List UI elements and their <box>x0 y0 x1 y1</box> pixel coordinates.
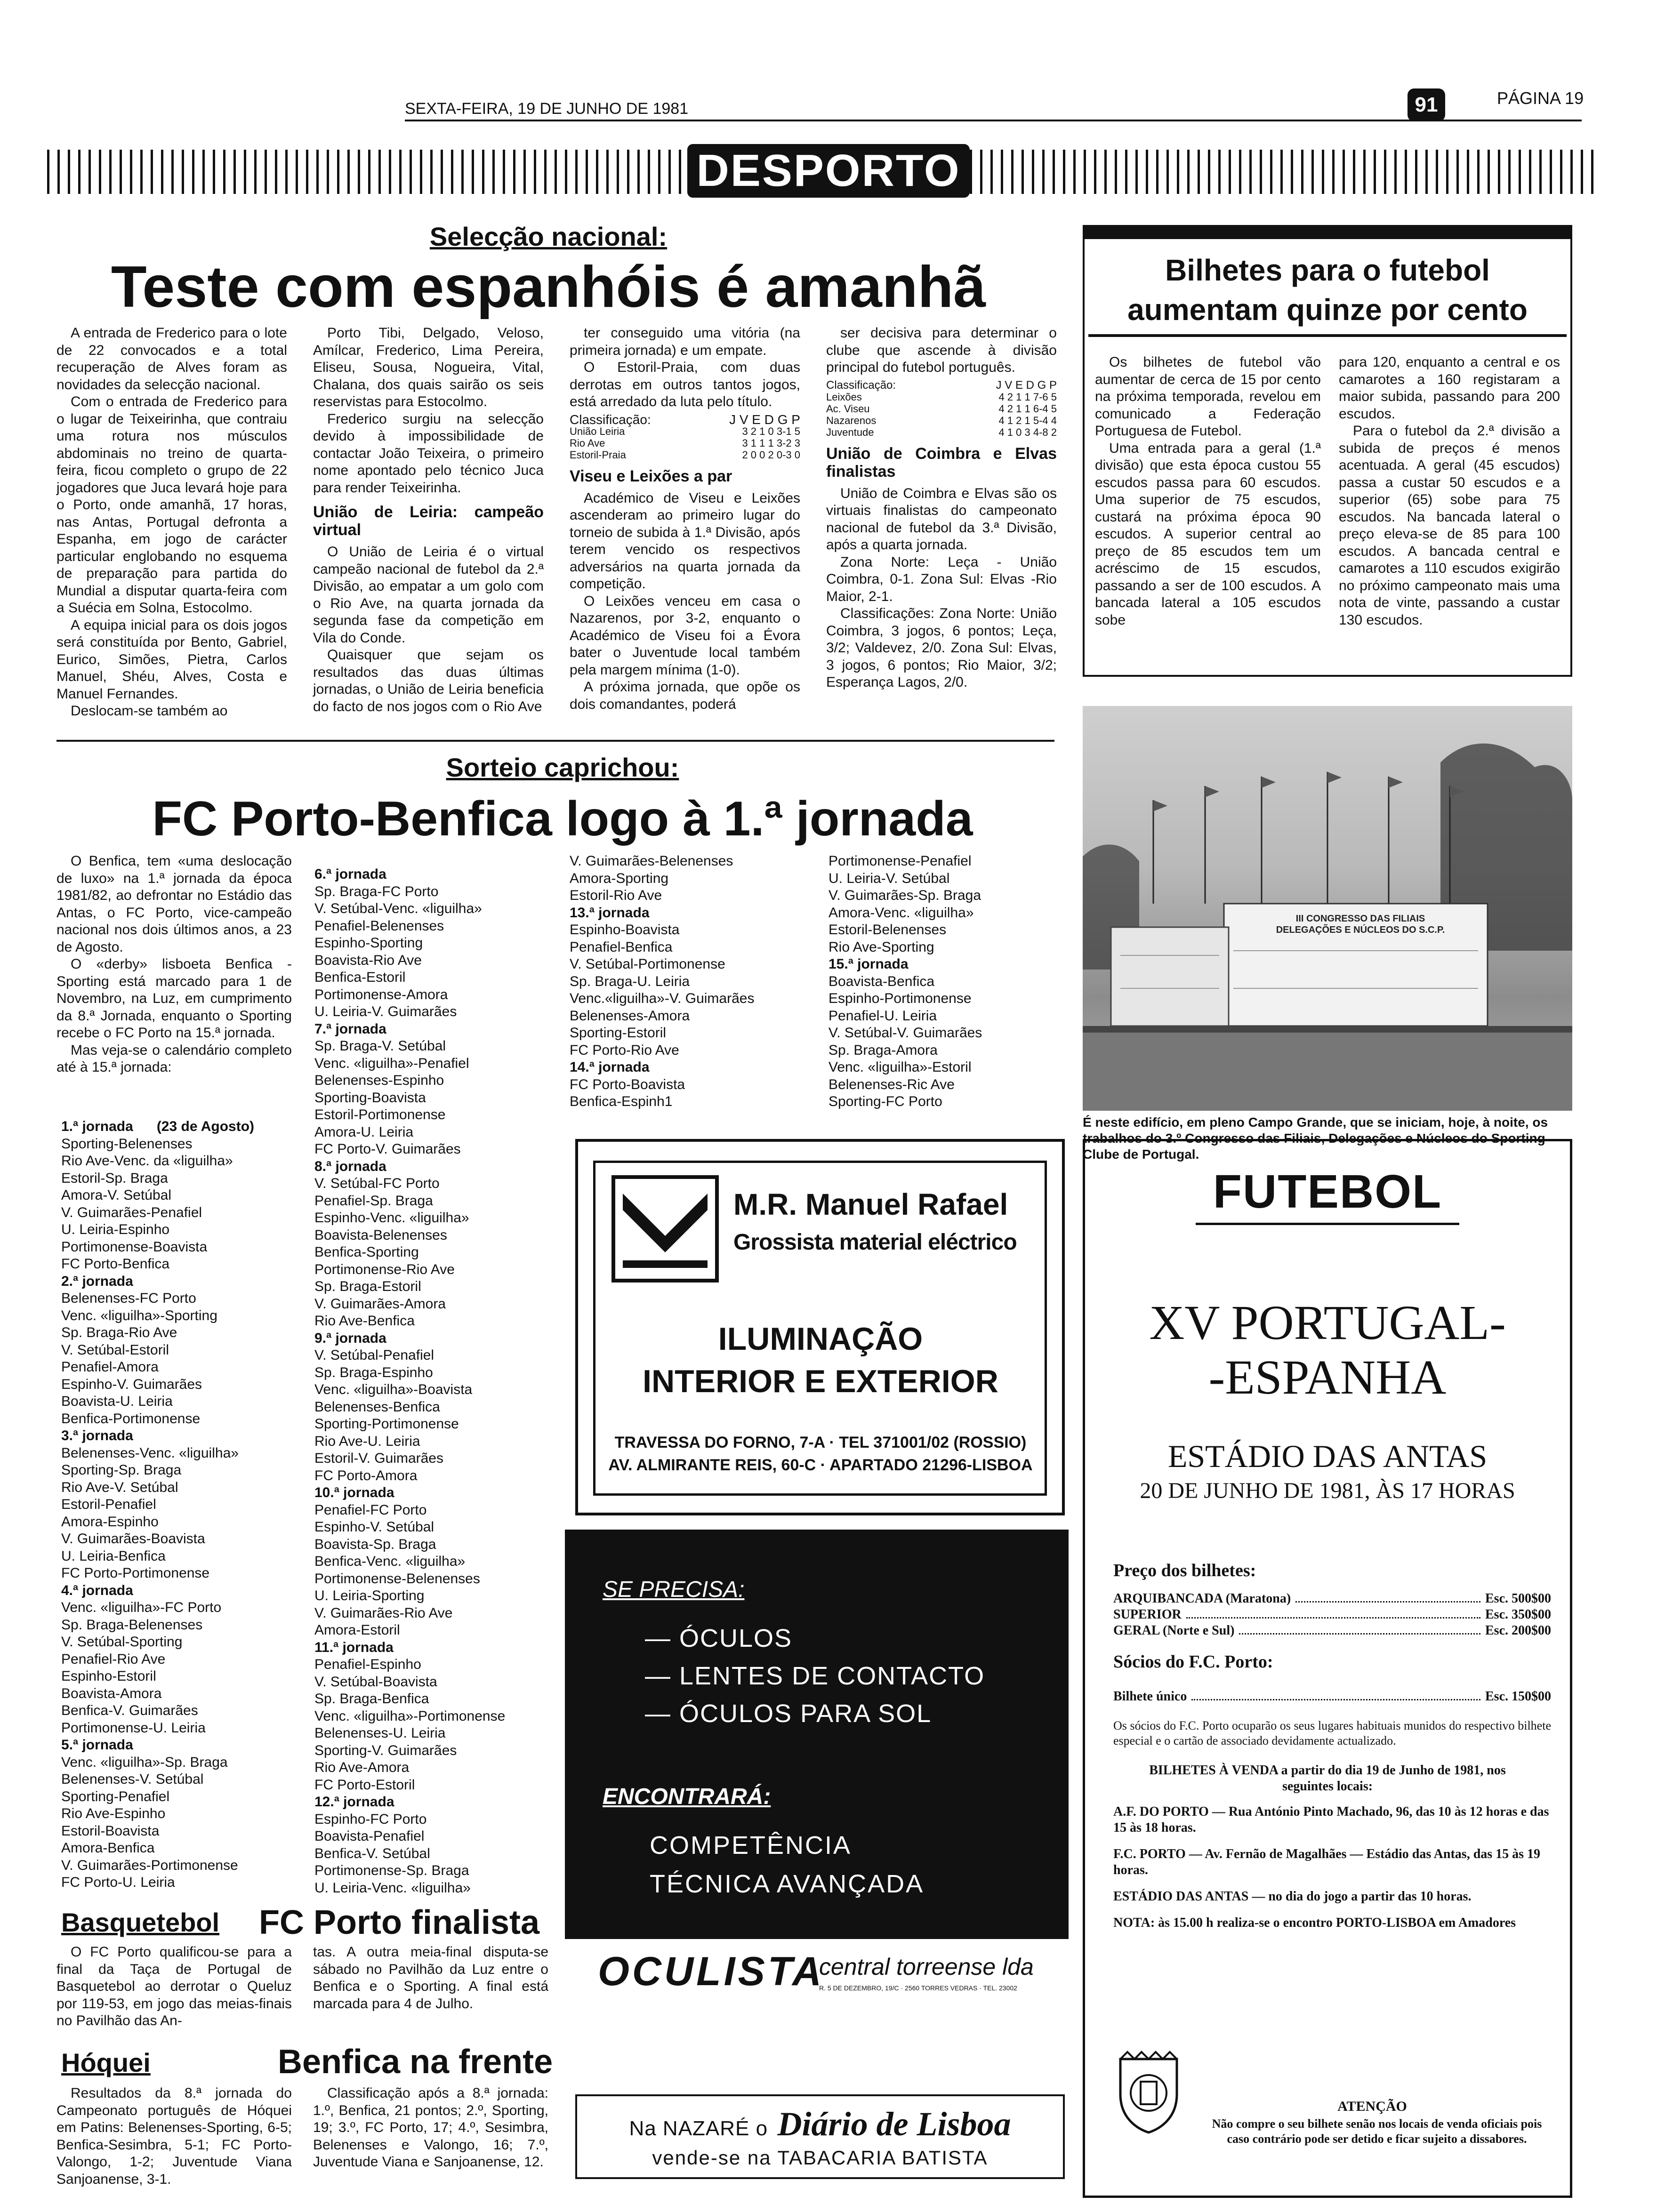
page-date: SEXTA-FEIRA, 19 DE JUNHO DE 1981 <box>405 100 689 118</box>
subheading: União de Coimbra e Elvas finalistas <box>826 444 1057 481</box>
fixture: Venc. «liguilha»-Penafiel <box>314 1055 469 1071</box>
table-row <box>570 449 800 461</box>
bilhetes-col-1 <box>1095 354 1321 629</box>
fixture: Rio Ave-Amora <box>314 1760 410 1775</box>
price-value: Esc. 350$00 <box>1485 1607 1551 1622</box>
coat-of-arms-icon <box>1113 2050 1184 2134</box>
basquete-col-1 <box>56 1944 292 2030</box>
fixture: Belenenses-Venc. «liguilha» <box>61 1445 239 1461</box>
paragraph: O União de Leiria é o virtual campeão nacional de futebol da 2.ª Divisão, ao empatar a um golo com o Rio Ave, na quarta jornada da segunda fase da competição em Vila do Conde. <box>313 544 544 646</box>
fixture: Estoril-Boavista <box>61 1823 160 1839</box>
fixture: U. Leiria-Sporting <box>314 1588 425 1603</box>
photo-banner <box>1243 913 1478 936</box>
fixture: Portimonense-Belenenses <box>314 1571 480 1587</box>
diario-prefix: Na NAZARÉ o <box>629 2117 768 2140</box>
oculista-item: — LENTES DE CONTACTO <box>645 1662 985 1690</box>
fixture: Penafiel-Espinho <box>314 1657 421 1672</box>
paragraph: União de Coimbra e Elvas são os virtuais finalistas do campeonato nacional de futebol da 3.ª Divisão, após a quarta jornada. <box>826 485 1057 553</box>
oculista-brand-addr: R. 5 DE DEZEMBRO, 19/C · 2560 TORRES VEDRAS · TEL. 23002 <box>819 1984 1017 1992</box>
fixture: Sp. Braga-V. Setúbal <box>314 1038 446 1054</box>
venda-item: F.C. PORTO — Av. Fernão de Magalhães — Estádio das Antas, das 15 às 19 horas. <box>1113 1847 1541 1877</box>
fixture: V. Guimarães-Sp. Braga <box>828 888 981 903</box>
section-title: DESPORTO <box>687 144 970 198</box>
table-row <box>826 403 1057 415</box>
fixture: Portimonense-Boavista <box>61 1239 208 1255</box>
fixture: Sp. Braga-Amora <box>828 1042 938 1058</box>
price-value: Esc. 500$00 <box>1485 1591 1551 1606</box>
divider <box>56 740 1054 742</box>
ad-line-1: ILUMINAÇÃO <box>718 1321 923 1357</box>
fixture: Benfica-V. Setúbal <box>314 1845 430 1861</box>
bilhetes-box <box>1083 225 1572 677</box>
round-title: 14.ª jornada <box>570 1059 650 1075</box>
atencao-title: ATENÇÃO <box>1337 2099 1407 2114</box>
paragraph: Uma entrada para a geral (1.ª divisão) que esta época custou 55 escudos passa para 60 escudos. Uma superior de 75 escudos, custará na próxima época 90 escudos. A superior central ao preço de 85 escudos tem um acréscimo de 15 escudos, passando a ser de 100 escudos. A bancada lateral a 105 escudos sobe <box>1095 440 1321 628</box>
fixture: V. Guimarães-Rio Ave <box>314 1605 453 1621</box>
calendar-col-2 <box>314 866 559 1897</box>
price-value: Esc. 200$00 <box>1485 1623 1551 1638</box>
fixture: Estoril-Penafiel <box>61 1497 156 1512</box>
paragraph: Resultados da 8.ª jornada do Campeonato português de Hóquei em Patins: Belenenses-Sporting, 6-5; Benfica-Sesimbra, 5-1; FC Porto-Valongo, 1-2; Juventude Viana Sanjoanense, 3-1. <box>56 2085 292 2187</box>
ad-address-1: TRAVESSA DO FORNO, 7-A · TEL 371001/02 (ROSSIO) <box>614 1434 1027 1451</box>
fixture: Sporting-Penafiel <box>61 1788 170 1804</box>
paragraph: Os bilhetes de futebol vão aumentar de cerca de 15 por cento na próxima temporada, revelou em comunicado a Federação Portuguesa de Futebol. <box>1095 354 1321 439</box>
fixture: Venc. «liguilha»-FC Porto <box>61 1600 222 1615</box>
paragraph: tas. A outra meia-final disputa-se sábado no Pavilhão da Luz entre o Benfica e o Sporting. A final está marcada para 4 de Julho. <box>313 1944 548 2012</box>
fixture: Belenenses-V. Setúbal <box>61 1771 204 1787</box>
paragraph: Para o futebol da 2.ª divisão a subida de preços é menos acentuada. A geral (45 escudos) passa a custar 50 escudos e a superior (65) sobe para 75 escudos. Na bancada lateral o preço eleva-se de 85 para 100 escudos. A bancada central e camarotes a 110 escudos exigirão no próximo campeonato mais uma nota de vinte, passando a custar 130 escudos. <box>1339 423 1560 628</box>
paragraph: O Leixões venceu em casa o Nazarenos, por 3-2, enquanto o Académico de Viseu foi a Évora bater o Juventude local também pela margem mínima (1-0). <box>570 593 800 678</box>
diario-line-2: vende-se na TABACARIA BATISTA <box>652 2147 988 2169</box>
fixture: Benfica-Espinh1 <box>570 1094 673 1109</box>
fixture: Amora-Venc. «liguilha» <box>828 905 974 921</box>
futebol-venue: ESTÁDIO DAS ANTAS <box>1167 1438 1488 1474</box>
table-header: J V E D G P <box>996 378 1057 392</box>
ad-address-2: AV. ALMIRANTE REIS, 60-C · APARTADO 21296-LISBOA <box>608 1456 1033 1474</box>
congress-photo <box>1083 706 1572 1111</box>
sorteio-kicker: Sorteio caprichou: <box>446 753 679 782</box>
paragraph: Classificação após a 8.ª jornada: 1.º, Benfica, 21 pontos; 2.º, Sporting, 19; 3.º, FC Porto, 17; 4.º, Sesimbra, Belenenses e Valongo, 16; 7.º, Juventude Viana e Sanjoanense, 12. <box>313 2085 548 2170</box>
paragraph: O Benfica, tem «uma deslocação de luxo» na 1.ª jornada da época 1981/82, ao defrontar no Estádio das Antas, o FC Porto, vice-campeão nacional nos dois últimos anos, a 23 de Agosto. <box>56 853 292 955</box>
fixture: Rio Ave-U. Leiria <box>314 1433 420 1449</box>
team-stats: 3 1 1 1 3-2 3 <box>742 437 800 449</box>
fixture: V. Setúbal-V. Guimarães <box>828 1025 982 1041</box>
fixture: FC Porto-Portimonense <box>61 1565 210 1581</box>
oculista-item: — ÓCULOS <box>645 1624 793 1652</box>
fixture: V. Setúbal-Boavista <box>314 1674 437 1690</box>
fixture: Amora-U. Leiria <box>314 1124 414 1140</box>
ad-tagline: Grossista material eléctrico <box>733 1230 1017 1255</box>
fixture: Rio Ave-Venc. da «liguilha» <box>61 1153 233 1169</box>
fixture: FC Porto-V. Guimarães <box>314 1141 461 1157</box>
fixture: Boavista-Sp. Braga <box>314 1536 436 1552</box>
sorteio-intro <box>56 853 292 1076</box>
fixture: Venc.«liguilha»-V. Guimarães <box>570 991 755 1006</box>
fixture: Espinho-Boavista <box>570 922 680 938</box>
oculista-line-2: TÉCNICA AVANÇADA <box>650 1870 925 1898</box>
price-label: GERAL (Norte e Sul) <box>1113 1623 1235 1638</box>
team-name: União Leiria <box>570 425 625 437</box>
fixture: Sp. Braga-Estoril <box>314 1279 421 1294</box>
round-title: 7.ª jornada <box>314 1021 386 1037</box>
futebol-match-2: -ESPANHA <box>1208 1350 1447 1404</box>
oculista-item: — ÓCULOS PARA SOL <box>645 1699 932 1728</box>
paragraph: Quaisquer que sejam os resultados das duas últimas jornadas, o União de Leiria beneficia do facto de nos jogos com o Rio Ave <box>313 647 544 714</box>
fixture: Amora-Sporting <box>570 870 669 886</box>
socios-value: Esc. 150$00 <box>1485 1689 1551 1704</box>
fixture: Benfica-Sporting <box>314 1244 419 1260</box>
atencao-text: Não compre o seu bilhete senão nos locais de venda oficiais pois caso contrário pode ser detido e ficar sujeito a dissabores. <box>1212 2117 1542 2146</box>
fixture: Amora-Espinho <box>61 1514 159 1530</box>
fixture: Penafiel-Benfica <box>570 939 673 955</box>
round-date: (23 de Agosto) <box>156 1119 255 1134</box>
fixture: Estoril-Portimonense <box>314 1107 446 1122</box>
round-heading <box>61 1118 297 1136</box>
round-title: 4.ª jornada <box>61 1582 133 1598</box>
fixture: Estoril-Rio Ave <box>570 888 662 903</box>
hoquei-headline: Benfica na frente <box>278 2043 553 2081</box>
fixture: Sp. Braga-Benfica <box>314 1691 429 1707</box>
fixture: Boavista-U. Leiria <box>61 1394 173 1409</box>
socios-label: Bilhete único <box>1113 1689 1187 1704</box>
bilhetes-headline: Bilhetes para o futebol aumentam quinze por cento <box>1127 253 1528 327</box>
fixture: Rio Ave-Sporting <box>828 939 934 955</box>
basquete-col-2 <box>313 1944 548 2012</box>
team-stats: 3 2 1 0 3-1 5 <box>742 425 800 437</box>
fixture: FC Porto-Amora <box>314 1467 418 1483</box>
calendar-col-3 <box>570 853 814 1111</box>
paragraph: A entrada de Frederico para o lote de 22 convocados e a total recuperação de Alves foram as novidades da selecção nacional. <box>56 325 287 393</box>
hoquei-col-1 <box>56 2085 292 2188</box>
price-leader <box>1295 1591 1480 1603</box>
fixture: Portimonense-U. Leiria <box>61 1720 206 1736</box>
team-name: Ac. Viseu <box>826 402 870 415</box>
fixture: V. Setúbal-Portimonense <box>570 956 725 972</box>
fixture: Sporting-FC Porto <box>828 1094 942 1109</box>
fixture: Belenenses-Espinho <box>314 1073 444 1088</box>
subheading: União de Leiria: campeão virtual <box>313 503 544 539</box>
paragraph: Zona Norte: Leça - União Coimbra, 0-1. Zona Sul: Elvas -Rio Maior, 2-1. <box>826 554 1057 604</box>
fixture: V. Guimarães-Penafiel <box>61 1204 202 1220</box>
team-stats: 4 1 2 1 5-4 4 <box>998 414 1057 426</box>
futebol-title: FUTEBOL <box>1213 1165 1442 1218</box>
paragraph: ser decisiva para determinar o clube que ascende à divisão principal do futebol português. <box>826 325 1057 375</box>
round-title: 2.ª jornada <box>61 1273 133 1289</box>
oculista-line-1: COMPETÊNCIA <box>650 1831 852 1859</box>
price-row <box>1113 1623 1551 1638</box>
photo-illustration <box>1083 706 1572 1111</box>
fixture: Penafiel-U. Leiria <box>828 1008 937 1024</box>
oculista-brand-sub: central torreense lda <box>819 1954 1034 1980</box>
standings-table <box>570 414 800 461</box>
box-rule <box>1088 334 1567 337</box>
fixture: Estoril-V. Guimarães <box>314 1451 443 1466</box>
table-title: Classificação: <box>570 412 651 427</box>
fixture: Belenenses-U. Leiria <box>314 1725 446 1741</box>
oculista-heading-1: SE PRECISA: <box>603 1577 745 1602</box>
fixture: U. Leiria-Espinho <box>61 1222 170 1237</box>
fixture: Venc. «liguilha»-Estoril <box>828 1059 972 1075</box>
fixture: FC Porto-U. Leiria <box>61 1875 175 1890</box>
standings-table <box>826 379 1057 438</box>
paragraph: O FC Porto qualificou-se para a final da Taça de Portugal de Basquetebol ao derrotar o Queluz por 119-53, em jogo das meias-finais no Pavilhão das An- <box>56 1944 292 2028</box>
table-row <box>826 426 1057 438</box>
ad-futebol <box>1083 1139 1572 2198</box>
ad-oculista <box>565 1530 1069 1939</box>
fixture: Espinho-V. Guimarães <box>61 1376 202 1392</box>
fixture: Benfica-Estoril <box>314 970 406 985</box>
fixture: Rio Ave-V. Setúbal <box>61 1479 178 1495</box>
fixture: Venc. «liguilha»-Portimonense <box>314 1708 506 1724</box>
team-stats: 2 0 0 2 0-3 0 <box>742 449 800 461</box>
price-leader <box>1186 1607 1480 1619</box>
venda-item: A.F. DO PORTO — Rua António Pinto Machado, 96, das 10 às 12 horas e das 15 às 18 horas. <box>1113 1804 1549 1835</box>
fixture: Sporting-V. Guimarães <box>314 1742 457 1758</box>
price-row <box>1113 1607 1551 1622</box>
fixture: Belenenses-Benfica <box>314 1399 440 1415</box>
fixture: U. Leiria-V. Setúbal <box>828 870 950 886</box>
futebol-datetime: 20 DE JUNHO DE 1981, ÀS 17 HORAS <box>1140 1478 1515 1503</box>
round-title: 6.ª jornada <box>314 866 386 882</box>
ad-company: M.R. Manuel Rafael <box>733 1187 1008 1221</box>
price-label: SUPERIOR <box>1113 1607 1182 1622</box>
team-name: Estoril-Praia <box>570 449 626 461</box>
basquete-headline: FC Porto finalista <box>259 1904 540 1941</box>
page-number-badge: 91 <box>1408 88 1445 121</box>
fixture: Boavista-Amora <box>61 1685 162 1701</box>
fixture: Sporting-Boavista <box>314 1090 426 1106</box>
fixture: Sporting-Sp. Braga <box>61 1462 182 1478</box>
paragraph: Frederico surgiu na selecção devido à impossibilidade de contactar João Teixeira, o primeiro nome apontado pelo técnico Juca para render Teixeirinha. <box>313 411 544 496</box>
paragraph: A próxima jornada, que opõe os dois comandantes, poderá <box>570 679 800 712</box>
fixture: Sp. Braga-Espinho <box>314 1364 433 1380</box>
sorteio-headline: FC Porto-Benfica logo à 1.ª jornada <box>152 792 973 846</box>
article-headline: Teste com espanhóis é amanhã <box>111 255 986 320</box>
fixture: Sporting-Estoril <box>570 1025 667 1041</box>
paragraph: Académico de Viseu e Leixões ascenderam ao primeiro lugar do torneio de subida à 1.ª Divisão, após terem vencido os respectivos adversários na quarta jornada da competição. <box>570 490 800 592</box>
table-row <box>826 415 1057 426</box>
fixture: Venc. «liguilha»-Sp. Braga <box>61 1754 228 1770</box>
team-name: Rio Ave <box>570 437 605 449</box>
fixture: Espinho-Portimonense <box>828 991 972 1006</box>
futebol-match-1: XV PORTUGAL- <box>1149 1296 1506 1350</box>
fixture: Estoril-Belenenses <box>828 922 947 938</box>
fixture: Belenenses-Ric Ave <box>828 1076 955 1092</box>
fixture: V. Guimarães-Portimonense <box>61 1857 238 1873</box>
fixture: Rio Ave-Benfica <box>314 1313 415 1329</box>
fixture: V. Setúbal-FC Porto <box>314 1176 440 1191</box>
fixture: V. Setúbal-Penafiel <box>314 1347 434 1363</box>
bilhetes-col-2 <box>1339 354 1560 629</box>
fixture: Portimonense-Sp. Braga <box>314 1863 469 1878</box>
section-banner-left <box>47 150 687 194</box>
round-title: 1.ª jornada <box>61 1119 133 1134</box>
calendar-col-4 <box>828 853 1073 1111</box>
fixture: V. Setúbal-Venc. «liguilha» <box>314 901 482 916</box>
fixture: FC Porto-Benfica <box>61 1256 170 1272</box>
fixture: Boavista-Penafiel <box>314 1828 425 1844</box>
team-name: Leixões <box>826 391 862 403</box>
fixture: U. Leiria-V. Guimarães <box>314 1004 457 1019</box>
ad-diario <box>575 2094 1065 2179</box>
fixture: Espinho-FC Porto <box>314 1811 427 1827</box>
team-name: Nazarenos <box>826 414 877 426</box>
fixture: Portimonense-Penafiel <box>828 853 972 869</box>
table-title: Classificação: <box>826 378 896 392</box>
table-header: J V E D G P <box>729 412 800 427</box>
paragraph: Deslocam-se também ao <box>71 703 228 719</box>
paragraph: Porto Tibi, Delgado, Veloso, Amílcar, Frederico, Lima Pereira, Eliseu, Sousa, Nogueira, Vital, Chalana, dos quais sairão os seis reservistas para Estocolmo. <box>313 325 544 409</box>
round-title: 11.ª jornada <box>314 1639 394 1655</box>
oculista-brand-bar <box>565 1939 1069 2000</box>
round-title: 12.ª jornada <box>314 1794 394 1810</box>
diario-title: Diário de Lisboa <box>777 2105 1011 2143</box>
fixture: Portimonense-Rio Ave <box>314 1261 455 1277</box>
fixture: Sporting-Belenenses <box>61 1136 193 1152</box>
oculista-brand: OCULISTA <box>598 1949 825 1994</box>
ad-line-2: INTERIOR E EXTERIOR <box>643 1363 998 1399</box>
fixture: Sp. Braga-FC Porto <box>314 883 439 899</box>
paragraph: Classificações: Zona Norte: União Coimbra, 3 jogos, 6 pontos; Leça, 3/2; Valdevez, 2/0. Zona Sul: Elvas, 3 jogos, 6 pontos; Rio Maior, 3/2; Esperança Lagos, 2/0. <box>826 606 1057 690</box>
article-col-4 <box>826 325 1057 691</box>
fixture: Amora-V. Setúbal <box>61 1187 172 1203</box>
fixture: Venc. «liguilha»-Sporting <box>61 1307 217 1323</box>
fixture: Estoril-Sp. Braga <box>61 1170 168 1186</box>
fixture: Benfica-Portimonense <box>61 1411 201 1427</box>
fixture: Espinho-Venc. «liguilha» <box>314 1210 469 1226</box>
round-title: 13.ª jornada <box>570 905 650 921</box>
fixture: Belenenses-Amora <box>570 1008 690 1024</box>
team-stats: 4 1 0 3 4-8 2 <box>998 426 1057 438</box>
fixture: Boavista-Belenenses <box>314 1227 447 1243</box>
venda-item: NOTA: às 15.00 h realiza-se o encontro PORTO-LISBOA em Amadores <box>1113 1915 1516 1930</box>
subheading: Viseu e Leixões a par <box>570 467 732 485</box>
paragraph: Mas veja-se o calendário completo até à 15.ª jornada: <box>56 1042 292 1075</box>
hoquei-col-2 <box>313 2085 548 2171</box>
team-name: Juventude <box>826 426 874 438</box>
price-label: ARQUIBANCADA (Maratona) <box>1113 1591 1291 1606</box>
socios-title: Sócios do F.C. Porto: <box>1113 1652 1273 1672</box>
box-top-bar <box>1085 227 1570 239</box>
fixture: Espinho-Estoril <box>61 1668 156 1684</box>
section-banner-right <box>970 150 1601 194</box>
diario-line-1 <box>577 2105 1063 2144</box>
price-row <box>1113 1591 1551 1606</box>
table-row <box>570 425 800 437</box>
round-title: 9.ª jornada <box>314 1330 386 1346</box>
photo-caption: É neste edifício, em pleno Campo Grande, que se iniciam, hoje, à noite, os trabalhos do 3.º Congresso das Filiais, Delegações e Núcleos do Sporting Clube de Portugal. <box>1083 1115 1548 1162</box>
fixture: Boavista-Benfica <box>828 973 935 989</box>
fixture: Penafiel-FC Porto <box>314 1502 427 1518</box>
fixture: FC Porto-Estoril <box>314 1777 415 1793</box>
futebol-title-rule <box>1196 1223 1459 1225</box>
fixture: Espinho-V. Setúbal <box>314 1519 434 1535</box>
paragraph: O Estoril-Praia, com duas derrotas em outros tantos jogos, está arredado da luta pelo título. <box>570 360 800 409</box>
fixture: Penafiel-Amora <box>61 1359 159 1375</box>
fixture: V. Guimarães-Belenenses <box>570 853 733 869</box>
page-number: PÁGINA 19 <box>1497 88 1584 108</box>
fixture: Sp. Braga-Rio Ave <box>61 1325 177 1340</box>
fixture: V. Setúbal-Sporting <box>61 1634 183 1650</box>
fixture: Amora-Benfica <box>61 1840 155 1856</box>
article-col-2 <box>313 325 544 715</box>
team-stats: 4 2 1 1 6-4 5 <box>998 402 1057 415</box>
fixture: V. Setúbal-Estoril <box>61 1342 169 1358</box>
paragraph: O «derby» lisboeta Benfica -Sporting está marcado para 1 de Novembro, na Luz, em cumprimento da 8.ª Jornada, enquanto o Sporting recebe o FC Porto na 15.ª jornada. <box>56 956 292 1041</box>
round-title: 3.ª jornada <box>61 1428 133 1443</box>
mr-logo-icon <box>611 1175 719 1283</box>
paragraph: Com o entrada de Frederico para o lugar de Teixeirinha, que contraiu uma rotura nos músculos abdominais no treino de quarta-feira, ficou completo o grupo de 22 jogadores que Juca levará hoje para o Porto, onde amanhã, 17 horas, nas Antas, Portugal defronta a Espanha, em jogo de carácter particular englobando no esquema de preparação para partida do Mundial a disputar quarta-feira com a Suécia em Solna, Estocolmo. <box>56 394 287 616</box>
round-title: 8.ª jornada <box>314 1158 386 1174</box>
paragraph: A equipa inicial para os dois jogos será constituída por Bento, Gabriel, Eurico, Simões, Pietra, Carlos Manuel, Shéu, Alves, Costa e Manuel Fernandes. <box>56 617 287 702</box>
paragraph: ter conseguido uma vitória (na primeira jornada) e um empate. <box>570 325 800 358</box>
fixture: Venc. «liguilha»-Boavista <box>314 1382 473 1397</box>
round-title: 5.ª jornada <box>61 1737 133 1753</box>
article-kicker: Selecção nacional: <box>429 222 668 251</box>
banner-line: DELEGAÇÕES E NÚCLEOS DO S.C.P. <box>1276 925 1445 935</box>
socios-row <box>1113 1689 1551 1704</box>
fixture: Amora-Estoril <box>314 1622 400 1638</box>
socios-note: Os sócios do F.C. Porto ocuparão os seus lugares habituais munidos do respectivo bilhete especial e o cartão de associado devidamente actualizado. <box>1113 1719 1551 1747</box>
banner-line: III CONGRESSO DAS FILIAIS <box>1295 914 1425 924</box>
fixture: Penafiel-Belenenses <box>314 918 444 934</box>
article-col-1 <box>56 325 287 720</box>
prices-title: Preço dos bilhetes: <box>1113 1561 1256 1580</box>
masthead-rule <box>405 120 1582 121</box>
table-row <box>570 437 800 449</box>
team-stats: 4 2 1 1 7-6 5 <box>998 391 1057 403</box>
venda-title: BILHETES À VENDA a partir do dia 19 de Junho de 1981, nos seguintes locais: <box>1149 1763 1506 1794</box>
article-col-3 <box>570 325 800 713</box>
fixture: Belenenses-FC Porto <box>61 1290 196 1306</box>
fixture: Espinho-Sporting <box>314 935 423 951</box>
fixture: Benfica-Venc. «liguilha» <box>314 1554 466 1569</box>
hoquei-label: Hóquei <box>61 2048 151 2077</box>
round-title: 10.ª jornada <box>314 1485 394 1500</box>
fixture: Sp. Braga-U. Leiria <box>570 973 690 989</box>
fixture: FC Porto-Boavista <box>570 1076 685 1092</box>
round-title: 15.ª jornada <box>828 956 909 972</box>
fixture: Portimonense-Amora <box>314 986 448 1002</box>
price-leader <box>1239 1623 1480 1635</box>
basquete-label: Basquetebol <box>61 1907 220 1937</box>
venda-item: ESTÁDIO DAS ANTAS — no dia do jogo a partir das 10 horas. <box>1113 1889 1472 1904</box>
fixture: V. Guimarães-Amora <box>314 1296 446 1312</box>
calendar-col-1 <box>61 1118 297 1891</box>
fixture: Sporting-Portimonense <box>314 1416 459 1432</box>
oculista-heading-2: ENCONTRARÁ: <box>603 1784 771 1809</box>
fixture: U. Leiria-Benfica <box>61 1548 166 1564</box>
fixture: V. Guimarães-Boavista <box>61 1531 205 1547</box>
fixture: FC Porto-Rio Ave <box>570 1042 679 1058</box>
fixture: Sp. Braga-Belenenses <box>61 1617 203 1633</box>
fixture: Rio Ave-Espinho <box>61 1806 166 1821</box>
table-row <box>826 391 1057 403</box>
fixture: Penafiel-Rio Ave <box>61 1651 166 1667</box>
ad-manuel-rafael <box>575 1139 1065 1515</box>
fixture: Boavista-Rio Ave <box>314 952 422 968</box>
fixture: Penafiel-Sp. Braga <box>314 1193 433 1209</box>
paragraph: para 120, enquanto a central e os camarotes a 160 registaram a maior subida, passando para 200 escudos. <box>1339 354 1560 422</box>
fixture: Benfica-V. Guimarães <box>61 1703 198 1718</box>
fixture: U. Leiria-Venc. «liguilha» <box>314 1880 471 1896</box>
